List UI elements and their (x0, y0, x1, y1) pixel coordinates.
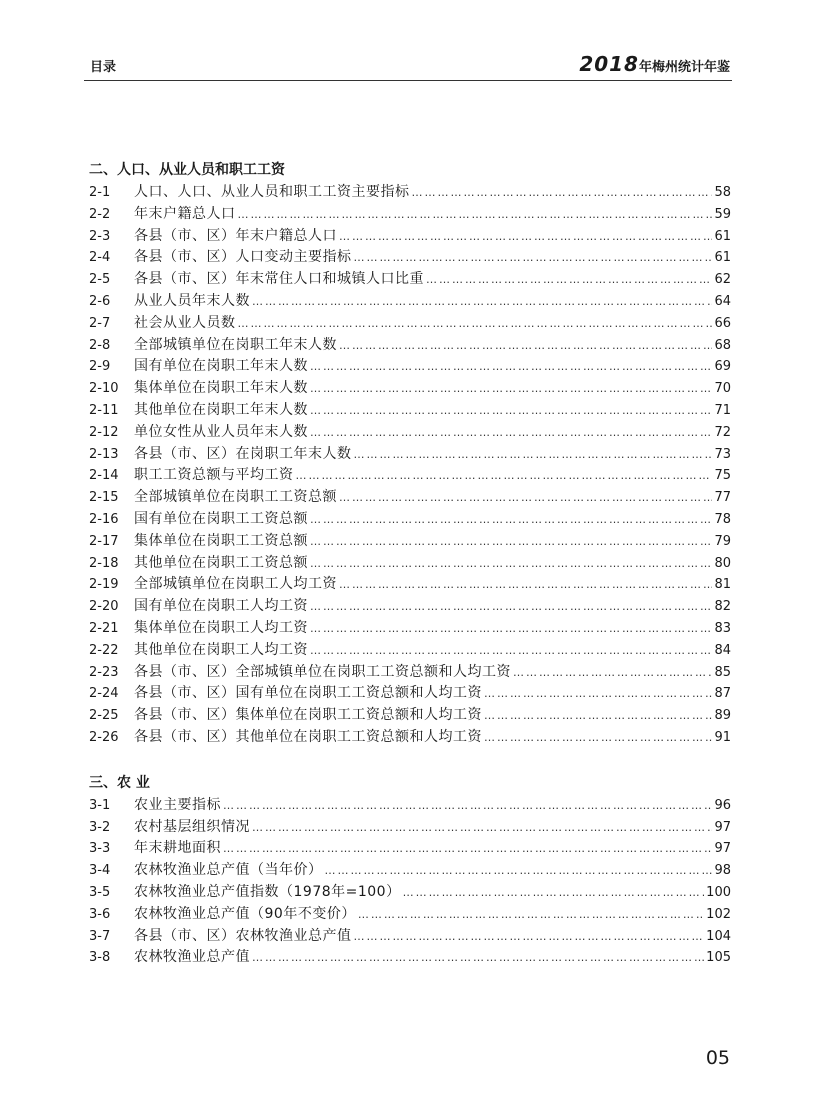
toc-entry[interactable] (89, 531, 731, 553)
entry-number: 2-17 (89, 533, 119, 549)
entry-title: 农村基层组织情况 (134, 818, 250, 835)
entry-title: 各县（市、区）年末户籍总人口 (134, 227, 337, 244)
entry-title: 农林牧渔业总产值 (134, 949, 250, 966)
entry-title: 农林牧渔业总产值（90年不变价） (134, 905, 356, 922)
entry-title: 其他单位在岗职工人均工资 (134, 641, 308, 658)
dot-leader (354, 247, 713, 269)
entry-title: 年末耕地面积 (134, 840, 221, 857)
header-year: 2018 (579, 52, 639, 76)
entry-page-number: 79 (714, 533, 731, 549)
dot-leader (310, 378, 712, 400)
dot-leader (339, 487, 712, 509)
header-section-label: 目录 (90, 60, 117, 75)
toc-entry[interactable] (89, 182, 731, 204)
toc-entry[interactable] (89, 335, 731, 357)
toc-entry[interactable] (89, 247, 731, 269)
toc-entry[interactable] (89, 727, 731, 749)
entry-page-number: 87 (714, 686, 731, 702)
entry-page-number: 70 (714, 381, 731, 397)
entry-number: 2-3 (89, 228, 111, 244)
entry-page-number: 81 (714, 577, 731, 593)
toc-entry[interactable] (89, 269, 731, 291)
dot-leader (403, 882, 705, 904)
entry-number: 3-2 (89, 819, 111, 835)
entry-title: 集体单位在岗职工年末人数 (134, 380, 308, 397)
entry-page-number: 71 (714, 402, 731, 418)
entry-page-number: 84 (714, 642, 731, 658)
entry-number: 2-1 (89, 185, 111, 200)
entry-number: 3-8 (89, 950, 111, 966)
dot-leader (358, 904, 704, 926)
toc-entry[interactable] (89, 795, 731, 817)
entry-page-number: 89 (714, 708, 731, 724)
entry-title: 各县（市、区）在岗职工年末人数 (134, 445, 352, 462)
entry-title: 各县（市、区）年末常住人口和城镇人口比重 (134, 271, 424, 288)
entry-title: 各县（市、区）全部城镇单位在岗职工工资总额和人均工资 (134, 663, 511, 680)
dot-leader (310, 640, 712, 662)
dot-leader (310, 356, 712, 378)
entry-number: 3-7 (89, 928, 111, 944)
entry-page-number: 75 (714, 468, 731, 484)
dot-leader (238, 313, 713, 335)
dot-leader (354, 444, 713, 466)
dot-leader (484, 683, 712, 705)
entry-number: 2-22 (89, 642, 119, 658)
header-title-text: 年梅州统计年鉴 (638, 60, 730, 75)
entry-page-number: 77 (714, 490, 731, 506)
entry-number: 2-15 (89, 490, 119, 506)
entry-title: 全部城镇单位在岗职工年末人数 (134, 336, 337, 353)
entry-number: 2-23 (89, 664, 119, 680)
toc-entry[interactable] (89, 553, 731, 575)
dot-leader (426, 269, 712, 291)
dot-leader (339, 226, 712, 248)
entry-page-number: 98 (714, 863, 731, 879)
entry-page-number: 102 (706, 906, 731, 922)
toc-entry[interactable] (89, 947, 731, 969)
toc-entry[interactable] (89, 640, 731, 662)
entry-number: 2-10 (89, 381, 119, 397)
toc-entry[interactable] (89, 487, 731, 509)
entry-number: 3-4 (89, 863, 111, 879)
entry-number: 2-24 (89, 686, 119, 702)
entry-number: 2-14 (89, 468, 119, 484)
entry-page-number: 83 (714, 620, 731, 636)
section-title: 二、人口、从业人员和职工工资 (89, 162, 285, 178)
toc-entry[interactable] (89, 313, 731, 335)
entry-page-number: 64 (714, 293, 731, 309)
entry-title: 各县（市、区）国有单位在岗职工工资总额和人均工资 (134, 685, 482, 702)
entry-number: 2-18 (89, 555, 119, 571)
toc-entry[interactable] (89, 356, 731, 378)
entry-page-number: 96 (714, 797, 731, 813)
entry-number: 2-5 (89, 272, 111, 288)
entry-title: 社会从业人员数 (134, 314, 236, 331)
entry-number: 2-21 (89, 620, 119, 636)
entry-title: 其他单位在岗职工年末人数 (134, 401, 308, 418)
entry-title: 国有单位在岗职工工资总额 (134, 510, 308, 527)
entry-title: 国有单位在岗职工人均工资 (134, 598, 308, 615)
dot-leader (296, 465, 713, 487)
toc-entry[interactable] (89, 926, 731, 948)
entry-title: 其他单位在岗职工工资总额 (134, 554, 308, 571)
entry-title: 集体单位在岗职工工资总额 (134, 532, 308, 549)
toc-entry[interactable] (89, 465, 731, 487)
entry-page-number: 100 (706, 884, 731, 900)
entry-title: 人口、人口、从业人员和职工工资主要指标 (134, 184, 410, 200)
toc-entry[interactable] (89, 860, 731, 882)
toc-entry[interactable] (89, 817, 731, 839)
entry-number: 2-6 (89, 293, 111, 309)
toc-entry[interactable] (89, 838, 731, 860)
dot-leader (252, 947, 704, 969)
dot-leader (310, 618, 712, 640)
entry-number: 3-3 (89, 841, 111, 857)
dot-leader (310, 596, 712, 618)
entry-page-number: 58 (714, 185, 731, 200)
dot-leader (484, 727, 712, 749)
toc-entry[interactable] (89, 662, 731, 684)
toc-entry[interactable] (89, 291, 731, 313)
toc-section (89, 159, 731, 749)
entry-title: 全部城镇单位在岗职工人均工资 (134, 576, 337, 593)
dot-leader (310, 509, 712, 531)
header-book-title (579, 52, 730, 76)
entry-title: 农林牧渔业总产值指数（1978年=100） (134, 883, 401, 900)
entry-number: 2-2 (89, 206, 111, 222)
dot-leader (252, 291, 712, 313)
dot-leader (223, 838, 712, 860)
entry-page-number: 62 (714, 272, 731, 288)
entry-number: 2-11 (89, 402, 119, 418)
section-title: 三、农 业 (89, 774, 150, 791)
dot-leader (310, 422, 712, 444)
entry-number: 2-19 (89, 577, 119, 593)
entry-title: 国有单位在岗职工年末人数 (134, 358, 308, 375)
entry-page-number: 104 (706, 928, 731, 944)
entry-number: 2-25 (89, 708, 119, 724)
dot-leader (513, 662, 712, 684)
entry-page-number: 97 (714, 819, 731, 835)
toc-entry[interactable] (89, 683, 731, 705)
entry-title: 农林牧渔业总产值（当年价） (134, 862, 323, 879)
entry-title: 农业主要指标 (134, 796, 221, 813)
entry-number: 3-5 (89, 884, 111, 900)
dot-leader (252, 817, 712, 839)
entry-number: 2-8 (89, 337, 111, 353)
entry-title: 各县（市、区）集体单位在岗职工工资总额和人均工资 (134, 707, 482, 724)
toc-entry[interactable] (89, 904, 731, 926)
dot-leader (310, 553, 712, 575)
entry-number: 2-13 (89, 446, 119, 462)
entry-page-number: 85 (714, 664, 731, 680)
entry-page-number: 61 (714, 250, 731, 266)
entry-title: 年末户籍总人口 (134, 205, 236, 222)
dot-leader (339, 335, 712, 357)
entry-number: 2-9 (89, 359, 111, 375)
entry-page-number: 66 (714, 315, 731, 331)
dot-leader (339, 574, 712, 596)
running-header (84, 50, 732, 78)
entry-page-number: 80 (714, 555, 731, 571)
entry-number: 3-1 (89, 797, 111, 813)
entry-title: 全部城镇单位在岗职工工资总额 (134, 489, 337, 506)
toc-entry[interactable] (89, 574, 731, 596)
entry-title: 职工工资总额与平均工资 (134, 467, 294, 484)
entry-page-number: 105 (706, 950, 731, 966)
entry-title: 单位女性从业人员年末人数 (134, 423, 308, 440)
dot-leader (310, 400, 712, 422)
toc-entry[interactable] (89, 378, 731, 400)
toc-entry[interactable] (89, 400, 731, 422)
entry-title: 集体单位在岗职工人均工资 (134, 619, 308, 636)
entry-title: 各县（市、区）其他单位在岗职工工资总额和人均工资 (134, 728, 482, 745)
entry-number: 2-26 (89, 729, 119, 745)
entry-page-number: 72 (714, 424, 731, 440)
dot-leader (238, 204, 713, 226)
table-of-contents (89, 159, 731, 992)
entry-page-number: 97 (714, 841, 731, 857)
entry-number: 2-12 (89, 424, 119, 440)
entry-page-number: 59 (714, 206, 731, 222)
entry-page-number: 82 (714, 599, 731, 615)
entry-title: 各县（市、区）农林牧渔业总产值 (134, 927, 352, 944)
entry-title: 各县（市、区）人口变动主要指标 (134, 249, 352, 266)
dot-leader (223, 795, 712, 817)
toc-entry[interactable] (89, 618, 731, 640)
entry-page-number: 61 (714, 228, 731, 244)
entry-page-number: 68 (714, 337, 731, 353)
entry-number: 2-4 (89, 250, 111, 266)
entry-number: 2-7 (89, 315, 111, 331)
entry-page-number: 73 (714, 446, 731, 462)
entry-number: 2-16 (89, 511, 119, 527)
toc-entry[interactable] (89, 705, 731, 727)
entry-page-number: 91 (714, 729, 731, 745)
toc-entry[interactable] (89, 204, 731, 226)
dot-leader (325, 860, 713, 882)
dot-leader (354, 926, 705, 948)
toc-entry[interactable] (89, 882, 731, 904)
entry-title: 从业人员年末人数 (134, 292, 250, 309)
toc-entry[interactable] (89, 226, 731, 248)
entry-page-number: 78 (714, 511, 731, 527)
toc-section (89, 772, 731, 969)
header-divider (84, 80, 732, 81)
dot-leader (412, 182, 713, 204)
entry-page-number: 69 (714, 359, 731, 375)
toc-entry[interactable] (89, 444, 731, 466)
dot-leader (484, 705, 712, 727)
toc-entry[interactable] (89, 509, 731, 531)
toc-entry[interactable] (89, 422, 731, 444)
entry-number: 3-6 (89, 906, 111, 922)
dot-leader (310, 531, 712, 553)
toc-entry[interactable] (89, 596, 731, 618)
page-number: 05 (705, 1047, 730, 1069)
entry-number: 2-20 (89, 599, 119, 615)
